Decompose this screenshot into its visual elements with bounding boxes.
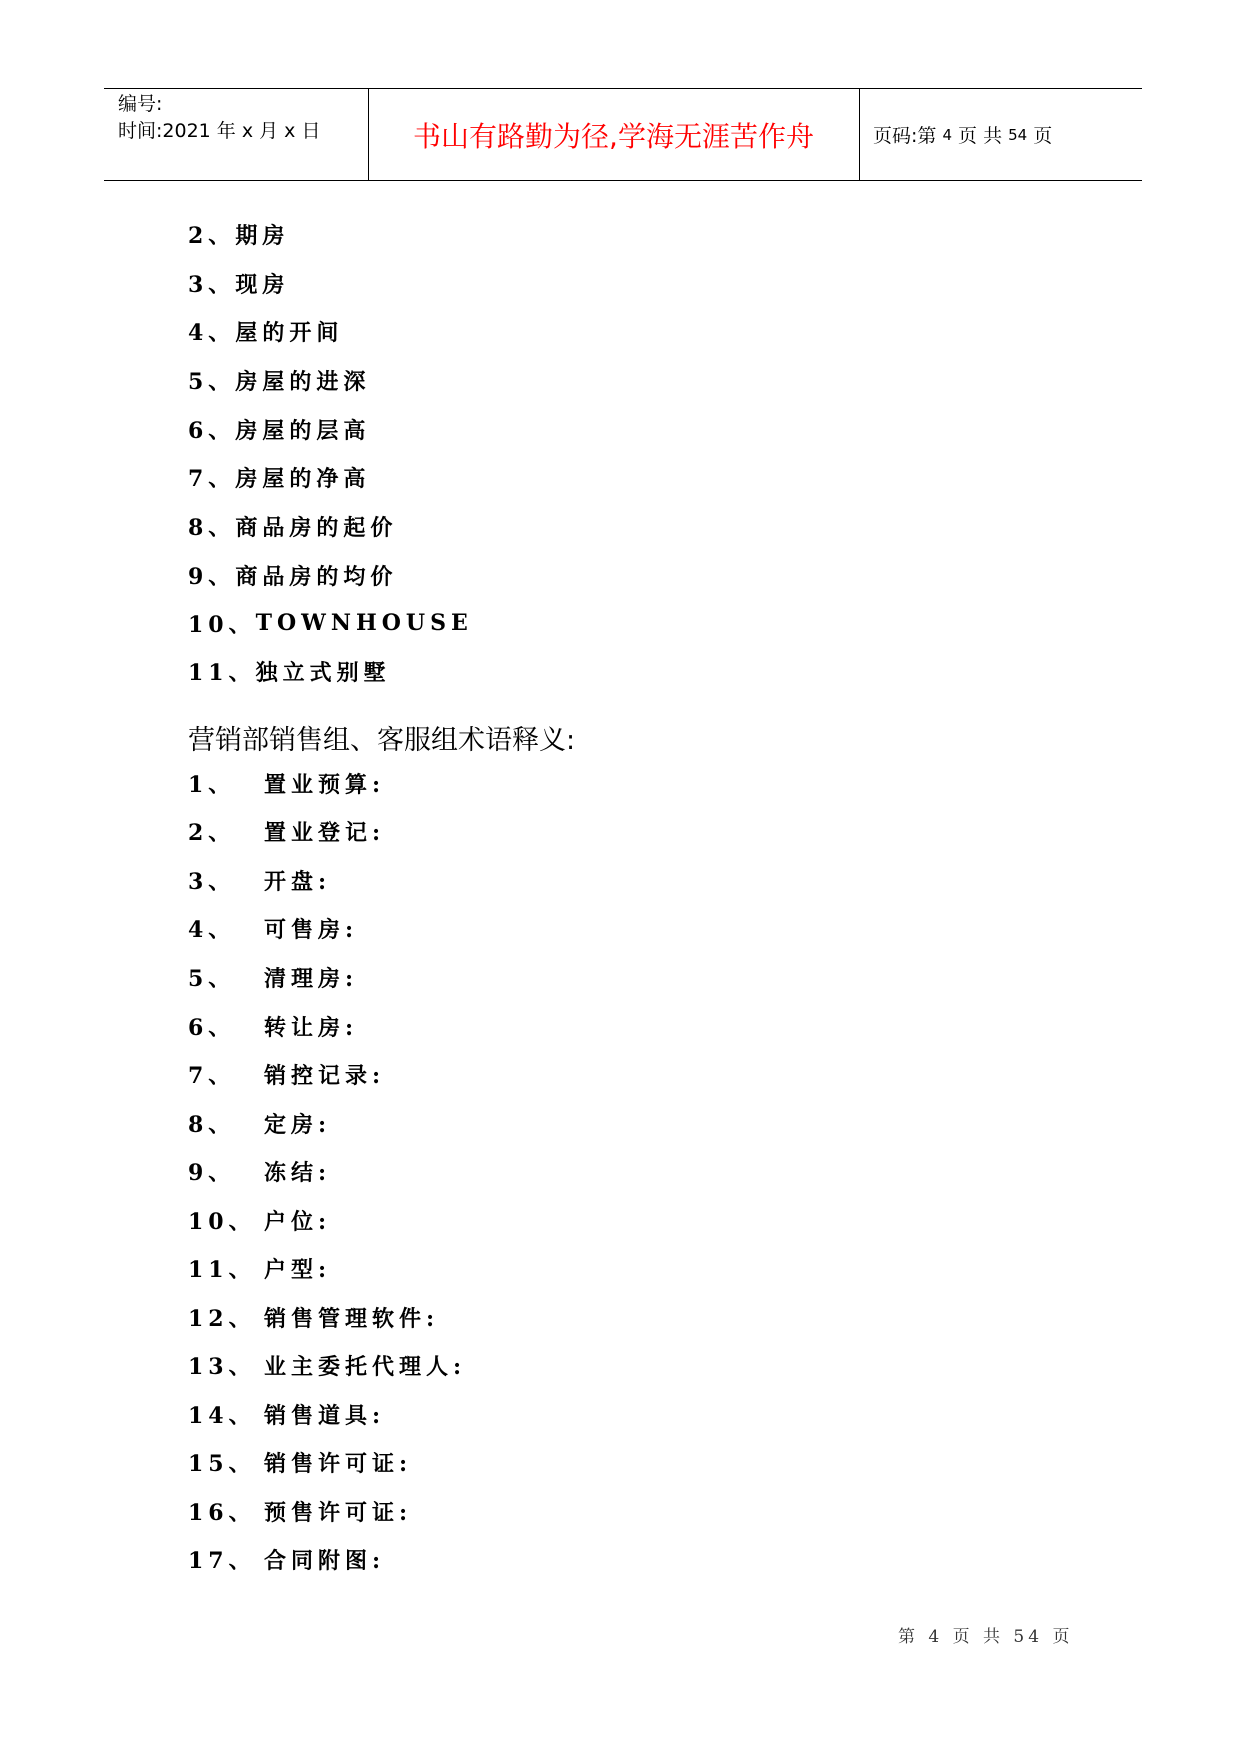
list-item: 11、 独立式别墅 (188, 659, 391, 686)
list-item: 17、 合同附图: (188, 1547, 386, 1574)
time-label: 时间:2021 年 x 月 x 日 (118, 120, 321, 142)
list-item: 4、 屋的开间 (188, 319, 344, 346)
list-item: 8、 商品房的起价 (188, 514, 398, 541)
list-item: 4、 可售房: (188, 916, 359, 943)
header-meta (118, 91, 320, 145)
header-page-number (873, 89, 1052, 180)
list-item: 5、 房屋的进深 (188, 368, 371, 395)
list-item: 7、 销控记录: (188, 1062, 386, 1089)
list-item: 12、 销售管理软件: (188, 1305, 440, 1332)
list-item: 9、 商品房的均价 (188, 563, 398, 590)
list-item: 5、 清理房: (188, 965, 359, 992)
list-item: 6、 房屋的层高 (188, 417, 371, 444)
list-item: 16、 预售许可证: (188, 1499, 413, 1526)
header-divider (859, 89, 860, 180)
page-suffix: 页 (1033, 125, 1053, 147)
list-item: 7、 房屋的净高 (188, 465, 371, 492)
list-item: 14、 销售道具: (188, 1402, 386, 1429)
section-title: 营销部销售组、客服组术语释义: (188, 725, 576, 756)
header-motto: 书山有路勤为径,学海无涯苦作舟 (413, 119, 814, 153)
list-item: 10、 户位: (188, 1208, 332, 1235)
page-mid: 页 共 (958, 125, 1003, 147)
code-label: 编号: (118, 93, 163, 115)
list-item: 3、 现房 (188, 271, 290, 298)
page-total: 54 (1008, 125, 1028, 144)
list-item: 11、 户型: (188, 1256, 332, 1283)
list-item: 15、 销售许可证: (188, 1450, 413, 1477)
list-item: 2、 期房 (188, 222, 290, 249)
list-item: 9、 冻结: (188, 1159, 332, 1186)
list-item: 10、 TOWNHOUSE (188, 610, 473, 638)
page-footer: 第 4 页 共 54 页 (898, 1627, 1074, 1647)
list-item: 13、 业主委托代理人: (188, 1353, 467, 1380)
list-item: 2、 置业登记: (188, 819, 386, 846)
list-item: 6、 转让房: (188, 1014, 359, 1041)
page-prefix: 页码:第 (873, 125, 937, 147)
list-item: 3、 开盘: (188, 868, 332, 895)
list-item: 1、 置业预算: (188, 771, 386, 798)
page-num: 4 (942, 125, 952, 144)
list-item: 8、 定房: (188, 1111, 332, 1138)
page-header (104, 88, 1142, 181)
